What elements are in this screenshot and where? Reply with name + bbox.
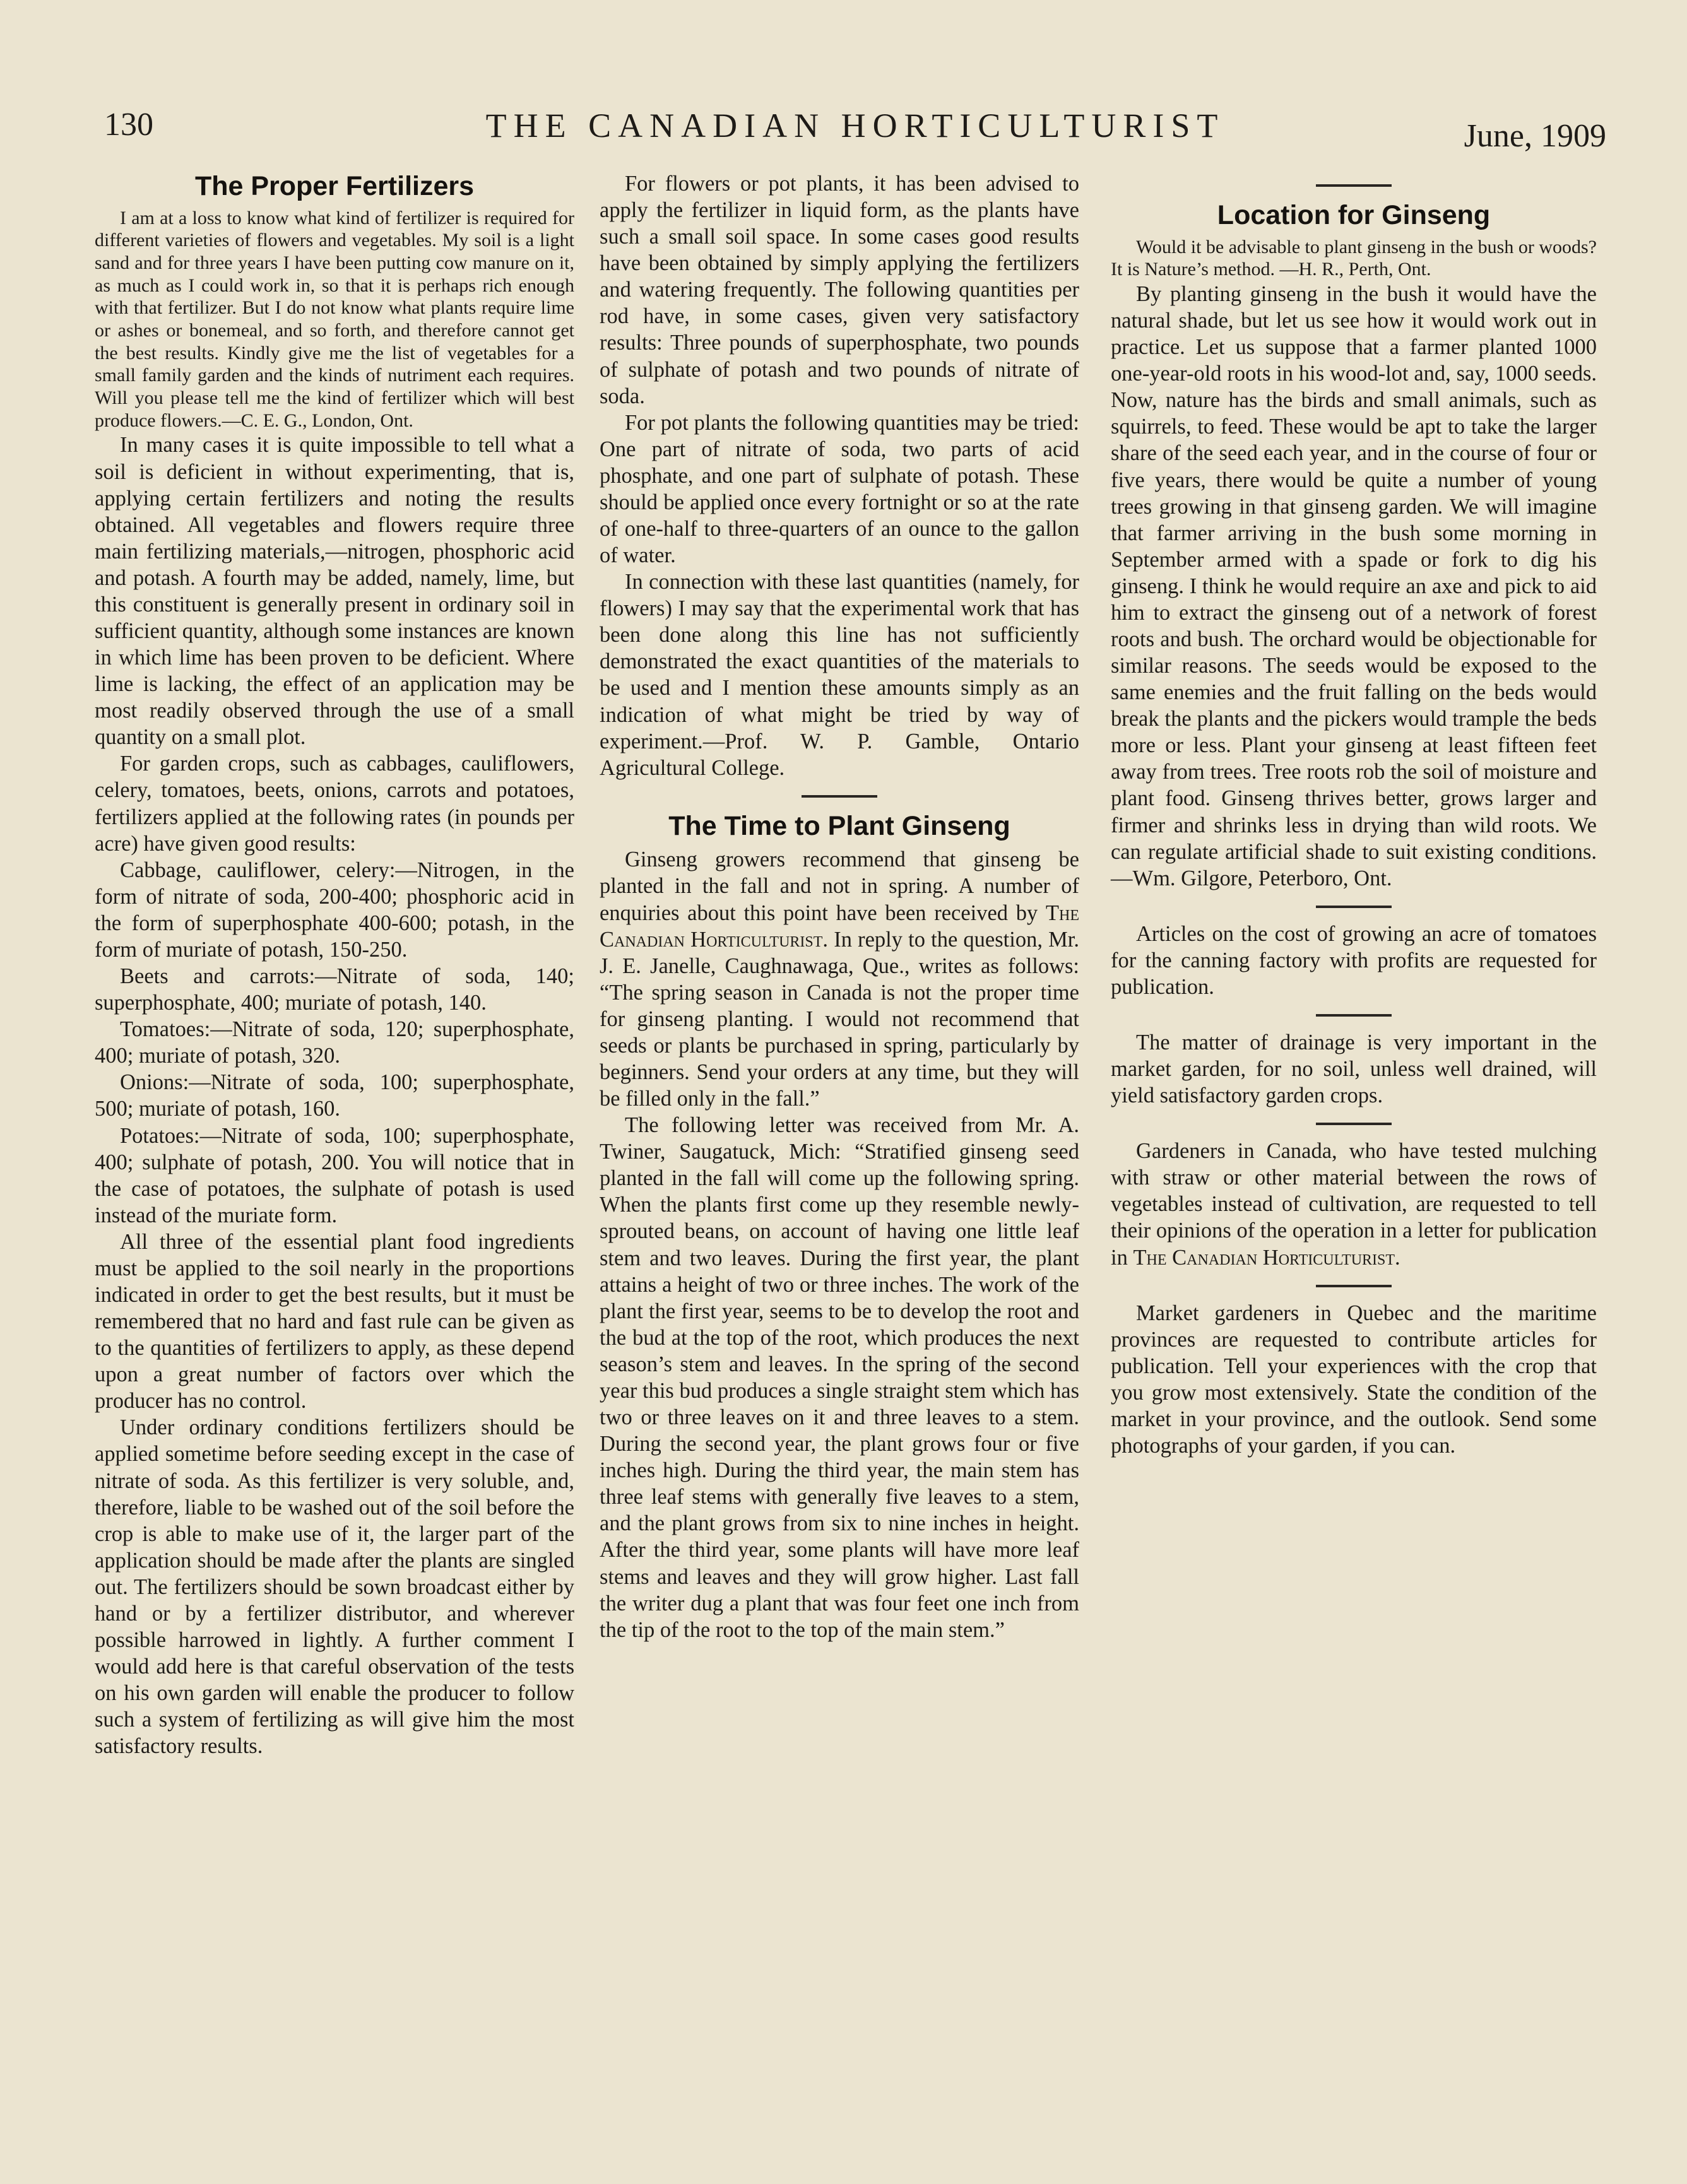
text-span: Ginseng growers recommend that ginseng be planted in the fall and not in spring. A number of enquiries about this point have been received by (600, 847, 1079, 925)
notice-paragraph: Articles on the cost of growing an acre of tomatoes for the canning factory with profits are requested for publication. (1111, 921, 1597, 999)
body-paragraph: Under ordinary conditions fertilizers should be applied sometime before seeding except in the case of nitrate of soda. As this fertilizer is very soluble, and, therefore, liable to be washed out of the soil before the crop is able to make use of it, the larger part of the application should be made after the plants are singled out. The fertilizers should be sown broadcast either by hand or by a fertilizer distributor, and wherever possible harrowed in lightly. A further comment I would add here is that careful observation of the tests on his own garden will enable the producer to follow such a system of fertilizing as will give him the most satisfactory results. (95, 1415, 574, 1759)
body-paragraph: In connection with these last quantities (namely, for flowers) I may say that the experimental work that has been done along this line has not sufficiently demonstrated the exact quantities of the materials to be used and I mention these amounts simply as an indication of what might be tried by way of experiment.—Prof. W. P. Gamble, Ontario Agricultural College. (600, 570, 1079, 780)
notice-paragraph: The matter of drainage is very important in the market garden, for no soil, unless well drained, will yield satisfactory garden crops. (1111, 1030, 1597, 1108)
body-paragraph: Cabbage, cauliflower, celery:—Nitrogen, in the form of nitrate of soda, 200-400; phosphoric acid in the form of superphosphate 400-600; potash, in the form of muriate of potash, 150-250. (95, 858, 574, 962)
body-paragraph: For pot plants the following quantities may be tried: One part of nitrate of soda, two parts of acid phosphate, and one part of sulphate of potash. These should be applied once every fortnight or so at the rate of one-half to three-quarters of an ounce to the gallon of water. (600, 410, 1079, 568)
issue-date: June, 1909 (1464, 118, 1606, 154)
section-divider (1316, 906, 1392, 908)
notice-paragraph (1111, 1138, 1597, 1270)
body-paragraph: All three of the essential plant food ingredients must be applied to the soil nearly in the proportions indicated in order to get the best results, but it must be remembered that no hard and fast rule can be given as to the quantities of fertilizers to apply, as these depend upon a great number of factors over which the producer has no control. (95, 1229, 574, 1414)
column-3 (1111, 170, 1597, 1459)
section-divider (1316, 1123, 1392, 1125)
reader-question: I am at a loss to know what kind of fertilizer is required for different varieties of flowers and vegetables. My soil is a light sand and for three years I have been putting cow manure on it, as much as I could work in, so that it is perhaps rich enough with that fertilizer. But I do not know what plants require lime or ashes or bonemeal, and so forth, and therefore cannot get the best results. Kindly give me the list of vegetables for a small family garden and the kinds of nutriment each requires. Will you please tell me the kind of fertilizer which will best produce flowers.—C. E. G., London, Ont. (95, 207, 574, 431)
reader-question: Would it be advisable to plant ginseng in the bush or woods? It is Nature’s method. —H. R., Perth, Ont. (1111, 236, 1597, 280)
body-paragraph: Potatoes:—Nitrate of soda, 100; superphosphate, 400; sulphate of potash, 200. You will notice that in the case of potatoes, the sulphate of potash is used instead of the muriate form. (95, 1123, 574, 1227)
body-paragraph: By planting ginseng in the bush it would have the natural shade, but let us see how it would work out in practice. Let us suppose that a farmer planted 1000 one-year-old roots in his wood-lot and, say, 1000 seeds. Now, nature has the birds and small animals, such as squirrels, to feed. These would be apt to take the larger share of the seed each year, and in the course of four or five years, there would be quite a number of young trees growing in that ginseng garden. We will imagine that farmer arriving in the bush some morning in September armed with a spade or fork to dig his ginseng. I think he would require an axe and pick to aid him to extract the ginseng out of a network of forest roots and bush. The orchard would be objectionable for similar reasons. The seeds would be exposed to the same enemies and the fruit falling on the beds would break the plants and the pickers would trample the beds more or less. Plant your ginseng at least fifteen feet away from trees. Tree roots rob the soil of moisture and plant food. Ginseng thrives better, grows larger and firmer and shrinks less in drying than wild roots. We can regulate artificial shade to suit existing conditions.—Wm. Gilgore, Peterboro, Ont. (1111, 281, 1597, 890)
body-paragraph: Tomatoes:—Nitrate of soda, 120; superphosphate, 400; muriate of potash, 320. (95, 1017, 574, 1068)
notice-paragraph: Market gardeners in Quebec and the maritime provinces are requested to contribute articles for publication. Tell your experiences with the crop that you grow most extensively. State the condition of the market in your province, and the outlook. Send some photographs of your garden, if you can. (1111, 1301, 1597, 1458)
body-paragraph: Beets and carrots:—Nitrate of soda, 140; superphosphate, 400; muriate of potash, 140. (95, 964, 574, 1015)
page-header (104, 106, 1606, 156)
section-divider (1316, 1285, 1392, 1287)
journal-name: The Canadian Horticulturist (1133, 1245, 1395, 1270)
column-2 (600, 170, 1079, 1643)
body-paragraph: The following letter was received from Mr. A. Twiner, Saugatuck, Mich: “Stratified ginseng seed planted in the fall will come up the following spring. When the plants first come up they resemble newly-sprouted beans, on account of having one little leaf stem and two leaves. During the first year, the plant attains a height of two or three inches. The work of the plant the first year, seems to be to develop the root and the bud at the top of the root, which produces the next season’s stem and leaves. In the spring of the second year this bud produces a single straight stem which has two or three leaves on it and three leaves to a stem. During the second year, the plant grows four or five inches high. During the third year, the main stem has three leaf stems with generally five leaves to a stem, and the plant grows from six to nine inches in height. After the third year, some plants will have more leaf stems and leaves and they will grow higher. Last fall the writer dug a plant that was four feet one inch from the tip of the root to the top of the main stem.” (600, 1113, 1079, 1642)
page-number: 130 (104, 107, 153, 143)
column-1 (95, 170, 574, 1759)
body-paragraph: In many cases it is quite impossible to tell what a soil is deficient in without experimenting, that is, applying certain fertilizers and noting the results obtained. All vegetables and flowers require three main fertilizing materials,—nitrogen, phosphoric acid and potash. A fourth may be added, namely, lime, but this constituent is generally present in ordinary soil in sufficient quantity, although some instances are known in which lime has been proven to be deficient. Where lime is lacking, the effect of an application may be most readily observed through the use of a small quantity on a small plot. (95, 433, 574, 750)
article-title-location-for-ginseng: Location for Ginseng (1217, 200, 1491, 230)
journal-title: THE CANADIAN HORTICULTURIST (485, 107, 1225, 145)
section-divider (1316, 184, 1392, 187)
section-divider (1316, 1014, 1392, 1017)
journal-name: The Canadian Horticulturist (600, 900, 1079, 952)
body-paragraph (600, 846, 1079, 1112)
text-span: Gardeners in Canada, who have tested mulching with straw or other material between the rows of vegetables instead of cultivation, are requested to tell their opinions of the operation in a letter for publication in (1111, 1139, 1597, 1270)
text-span: . In reply to the question, Mr. J. E. Janelle, Caughnawaga, Que., writes as follows: “The spring season in Canada is not the proper time for ginseng planting. I would not recommend that seeds or plants be purchased in spring, particularly by beginners. Send your orders at any time, but they will be filled only in the fall.” (600, 927, 1080, 1111)
article-title-proper-fertilizers: The Proper Fertilizers (194, 171, 475, 201)
body-paragraph: For garden crops, such as cabbages, cauliflowers, celery, tomatoes, beets, onions, carrots and potatoes, fertilizers applied at the following rates (in pounds per acre) have given good results: (95, 752, 574, 856)
body-paragraph: For flowers or pot plants, it has been advised to apply the fertilizer in liquid form, as the plants have such a small soil space. In some cases good results have been obtained by simply applying the fertilizers and watering frequently. The following quantities per rod have, in some cases, given very satisfactory results: Three pounds of superphosphate, two pounds of sulphate of potash and two pounds of nitrate of soda. (600, 172, 1079, 408)
body-paragraph: Onions:—Nitrate of soda, 100; superphosphate, 500; muriate of potash, 160. (95, 1070, 574, 1121)
article-title-time-to-plant-ginseng: The Time to Plant Ginseng (668, 810, 1010, 841)
section-divider (802, 795, 877, 798)
text-span: . (1395, 1245, 1400, 1270)
